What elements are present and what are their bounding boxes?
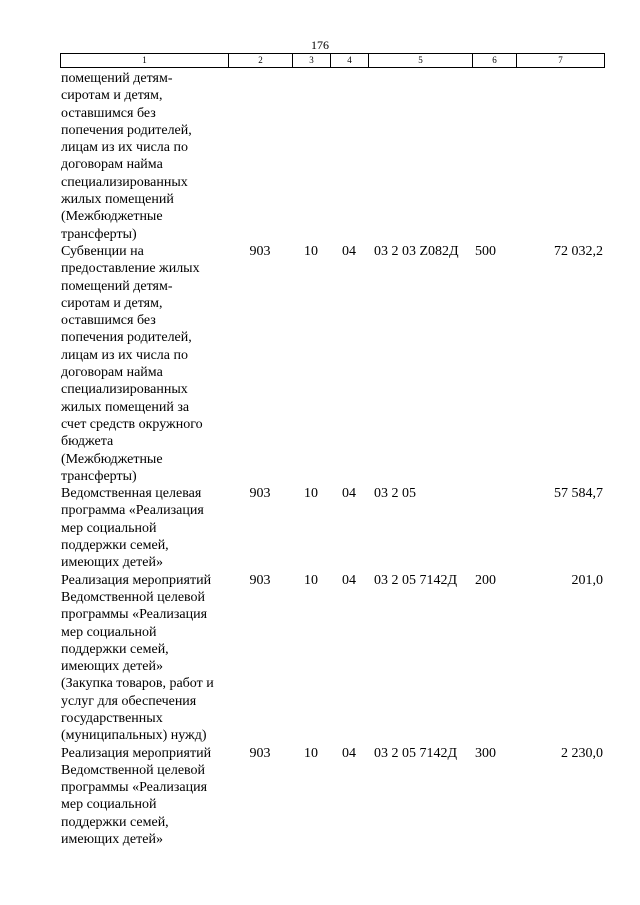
row-grbs: 903 bbox=[249, 745, 271, 761]
row-sum: 2 230,0 bbox=[561, 745, 603, 761]
name-line: Ведомственной целевой bbox=[61, 762, 206, 778]
name-line: поддержки семей, bbox=[61, 814, 169, 830]
name-line: государственных bbox=[61, 710, 163, 726]
row-rz: 10 bbox=[304, 486, 318, 502]
name-line: Реализация мероприятий bbox=[61, 745, 212, 761]
table-row bbox=[60, 70, 604, 243]
name-line: имеющих детей» bbox=[61, 832, 163, 848]
row-name bbox=[60, 485, 228, 571]
row-sum: 57 584,7 bbox=[554, 486, 603, 502]
name-line: услуг для обеспечения bbox=[61, 693, 197, 709]
name-line: мер социальной bbox=[61, 797, 157, 813]
row-name bbox=[60, 70, 228, 243]
row-pr: 04 bbox=[342, 572, 356, 588]
row-sum: 201,0 bbox=[571, 572, 603, 588]
name-line: программы «Реализация bbox=[61, 607, 208, 623]
row-pr: 04 bbox=[342, 745, 356, 761]
name-line: программа «Реализация bbox=[61, 503, 204, 519]
name-line: договорам найма bbox=[61, 157, 163, 173]
name-line: (Межбюджетные bbox=[61, 209, 163, 225]
row-rz bbox=[292, 70, 330, 243]
name-line: имеющих детей» bbox=[61, 555, 163, 571]
name-line: жилых помещений за bbox=[61, 399, 190, 415]
header-col-7: 7 bbox=[517, 54, 605, 68]
row-cs bbox=[368, 70, 472, 243]
name-line: (Закупка товаров, работ и bbox=[61, 676, 214, 692]
header-col-2: 2 bbox=[229, 54, 293, 68]
column-number-header bbox=[60, 53, 605, 68]
row-vr: 500 bbox=[475, 243, 496, 259]
page-number: 176 bbox=[311, 38, 329, 52]
header-col-4: 4 bbox=[331, 54, 369, 68]
row-rz: 10 bbox=[304, 243, 318, 259]
row-vr: 300 bbox=[475, 745, 496, 761]
budget-table bbox=[60, 70, 604, 848]
table-row bbox=[60, 572, 604, 745]
name-line: мер социальной bbox=[61, 624, 157, 640]
row-name bbox=[60, 572, 228, 745]
header-col-6: 6 bbox=[473, 54, 517, 68]
name-line: счет средств окружного bbox=[61, 416, 203, 432]
name-line: специализированных bbox=[61, 174, 188, 190]
name-line: имеющих детей» bbox=[61, 659, 163, 675]
row-grbs bbox=[228, 70, 292, 243]
row-sum bbox=[516, 70, 604, 243]
row-sum: 72 032,2 bbox=[554, 243, 603, 259]
name-line: сиротам и детям, bbox=[61, 88, 163, 104]
row-grbs: 903 bbox=[249, 243, 271, 259]
name-line: Ведомственной целевой bbox=[61, 589, 206, 605]
table-row bbox=[60, 485, 604, 571]
row-pr: 04 bbox=[342, 243, 356, 259]
row-cs: 03 2 05 7142Д bbox=[374, 745, 458, 761]
header-col-1: 1 bbox=[61, 54, 229, 68]
row-cs: 03 2 05 7142Д bbox=[374, 572, 458, 588]
name-line: (муниципальных) нужд) bbox=[61, 728, 207, 744]
name-line: мер социальной bbox=[61, 520, 157, 536]
name-line: попечения родителей, bbox=[61, 330, 192, 346]
name-line: Реализация мероприятий bbox=[61, 572, 212, 588]
row-vr bbox=[472, 70, 516, 243]
name-line: сиротам и детям, bbox=[61, 295, 163, 311]
name-line: договорам найма bbox=[61, 365, 163, 381]
name-line: Субвенции на bbox=[61, 243, 144, 259]
name-line: трансферты) bbox=[61, 468, 137, 484]
row-rz: 10 bbox=[304, 572, 318, 588]
row-grbs: 903 bbox=[249, 572, 271, 588]
name-line: Ведомственная целевая bbox=[61, 486, 202, 502]
name-line: жилых помещений bbox=[61, 192, 174, 208]
name-line: помещений детям- bbox=[61, 71, 173, 86]
name-line: специализированных bbox=[61, 382, 188, 398]
name-line: попечения родителей, bbox=[61, 122, 192, 138]
table-row bbox=[60, 243, 604, 485]
row-rz: 10 bbox=[304, 745, 318, 761]
name-line: оставшимся без bbox=[61, 105, 156, 121]
row-pr bbox=[330, 70, 368, 243]
name-line: лицам из их числа по bbox=[61, 347, 188, 363]
row-vr: 200 bbox=[475, 572, 496, 588]
header-row bbox=[61, 54, 605, 68]
name-line: лицам из их числа по bbox=[61, 140, 188, 156]
name-line: помещений детям- bbox=[61, 278, 173, 294]
row-name bbox=[60, 243, 228, 485]
row-cs: 03 2 03 Z082Д bbox=[374, 243, 459, 259]
name-line: трансферты) bbox=[61, 226, 137, 242]
header-col-5: 5 bbox=[369, 54, 473, 68]
name-line: поддержки семей, bbox=[61, 538, 169, 554]
name-line: бюджета bbox=[61, 434, 114, 450]
row-name bbox=[60, 745, 228, 849]
header-col-3: 3 bbox=[293, 54, 331, 68]
row-vr bbox=[472, 485, 516, 571]
name-line: предоставление жилых bbox=[61, 261, 200, 277]
row-pr: 04 bbox=[342, 486, 356, 502]
row-grbs: 903 bbox=[249, 486, 271, 502]
name-line: оставшимся без bbox=[61, 313, 156, 329]
table-row bbox=[60, 745, 604, 849]
row-cs: 03 2 05 bbox=[374, 486, 416, 502]
name-line: программы «Реализация bbox=[61, 780, 208, 796]
name-line: поддержки семей, bbox=[61, 641, 169, 657]
name-line: (Межбюджетные bbox=[61, 451, 163, 467]
